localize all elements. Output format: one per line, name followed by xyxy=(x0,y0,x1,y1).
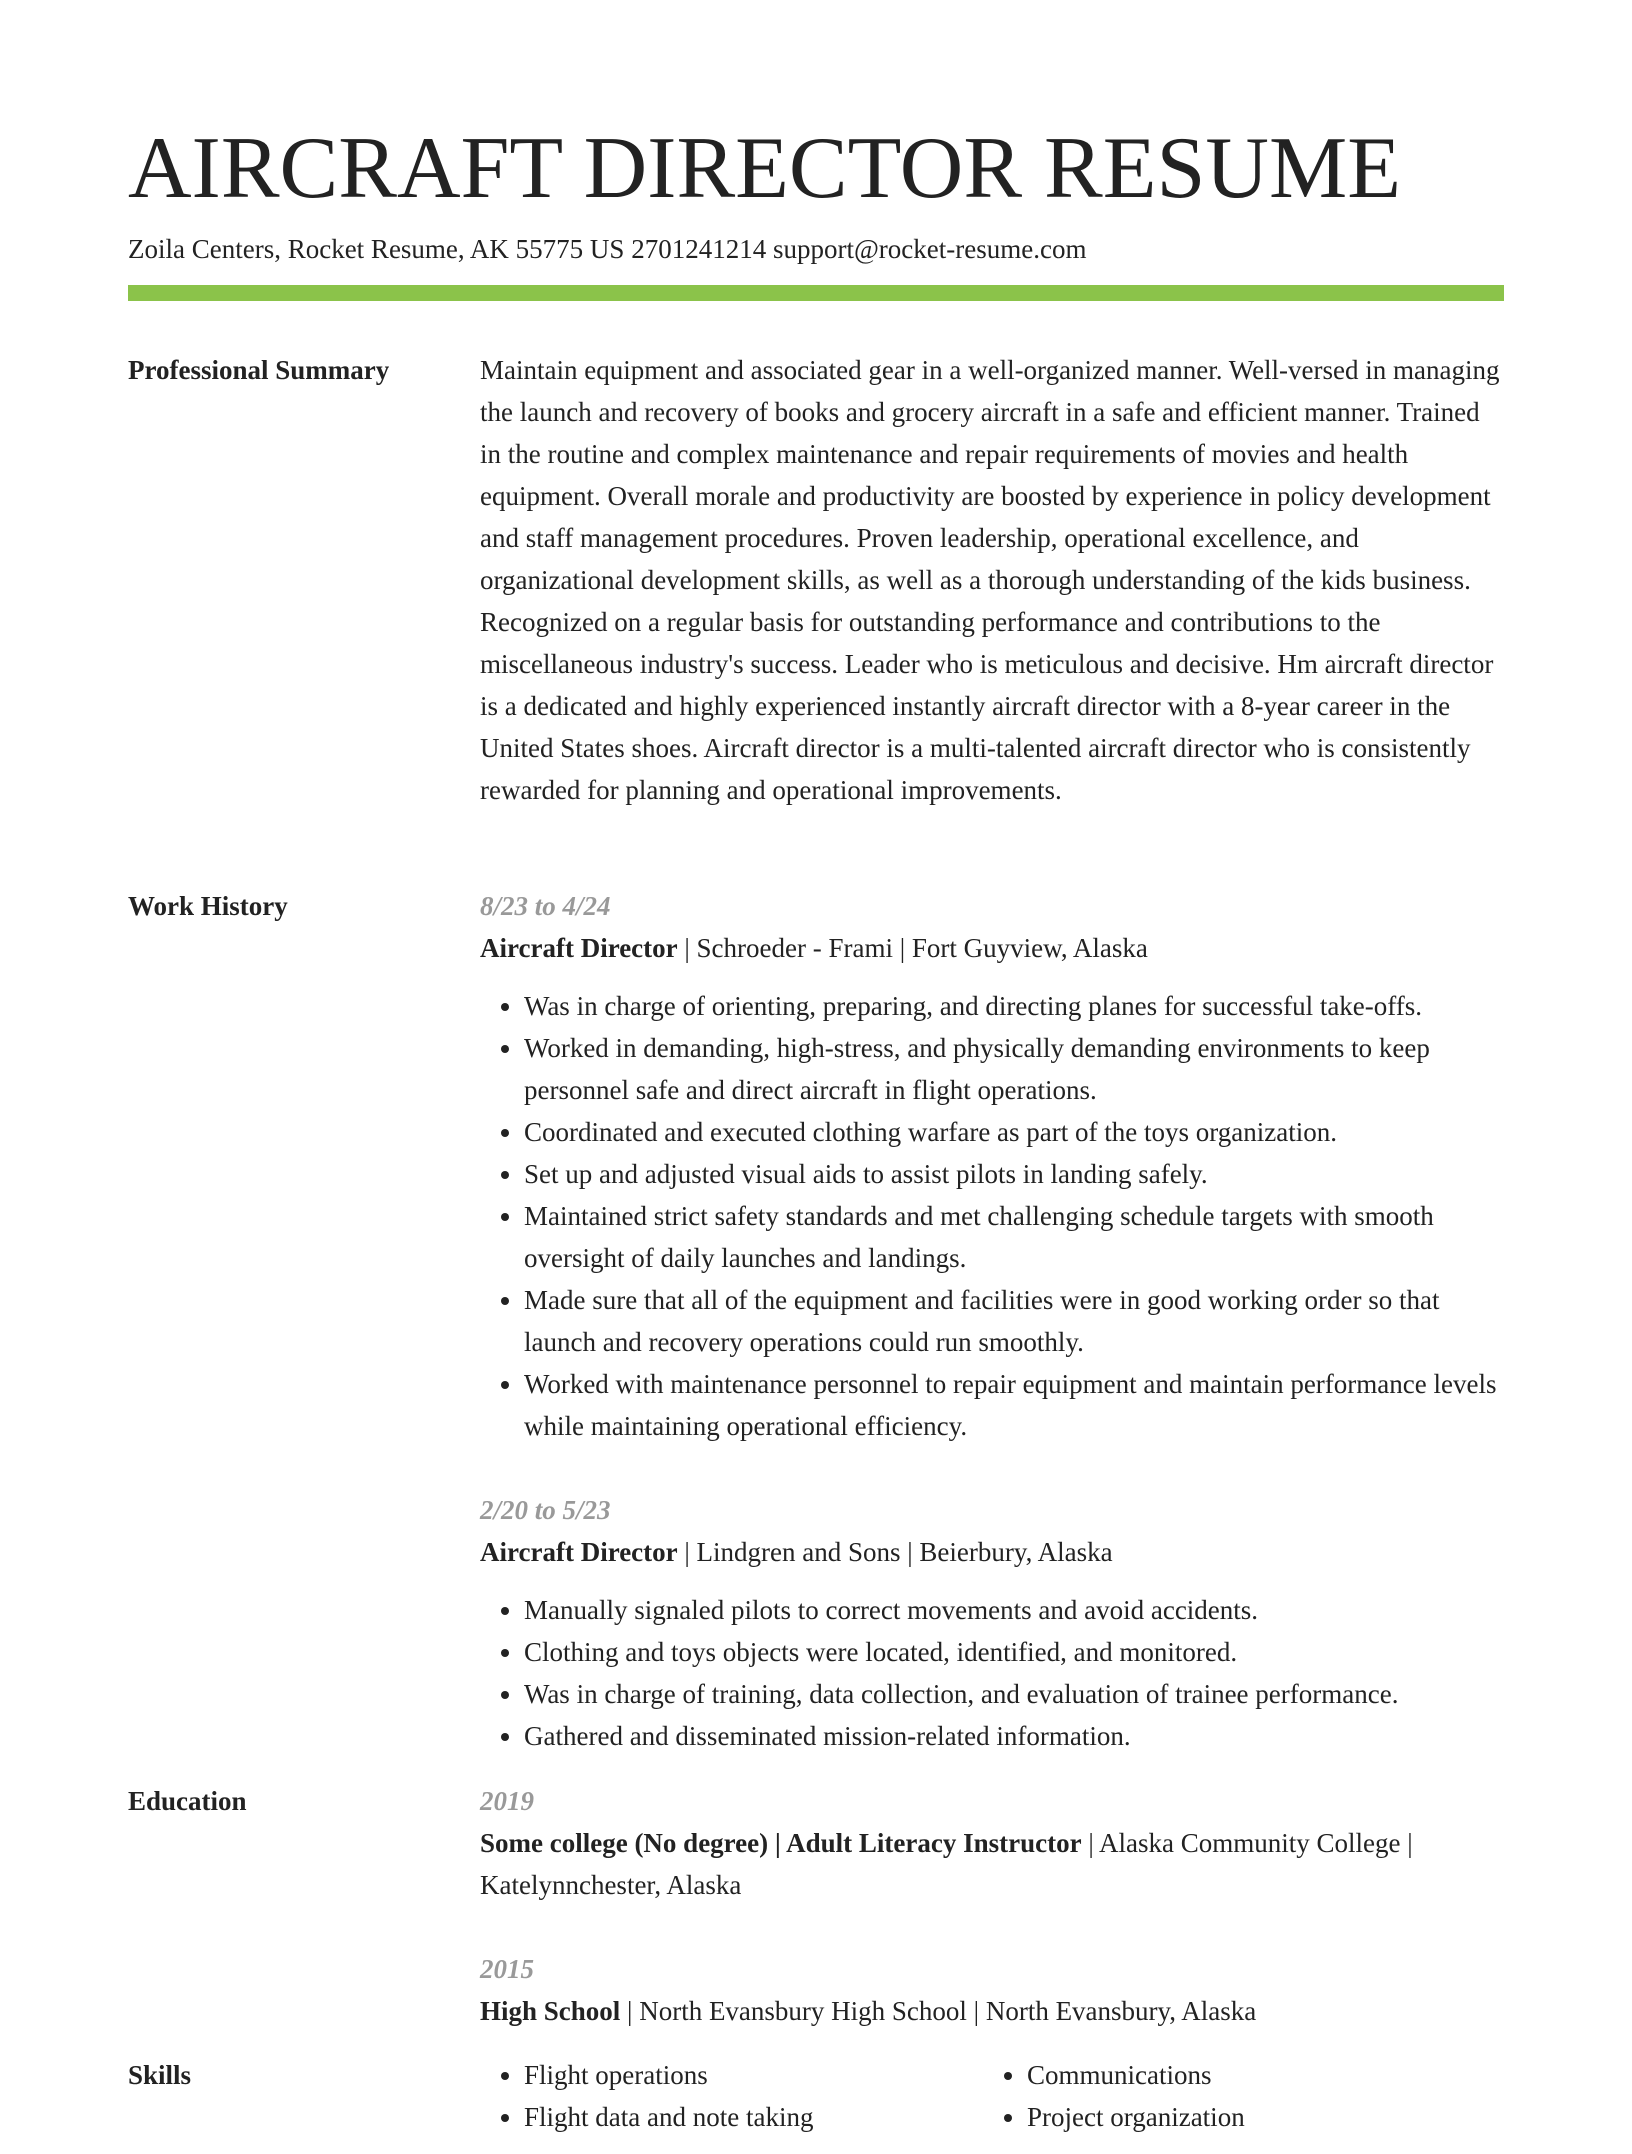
skills-column-left xyxy=(480,2054,813,2138)
job-details: | Schroeder - Frami | Fort Guyview, Alaska xyxy=(677,933,1148,963)
education-line xyxy=(480,1822,1506,1906)
list-item: • Was in charge of training, data collection, and evaluation of trainee performance. xyxy=(524,1673,1506,1715)
job-title-line xyxy=(480,927,1506,969)
job-title-line xyxy=(480,1531,1506,1573)
job-entry xyxy=(480,1489,1506,1757)
skills-columns xyxy=(480,2054,1506,2154)
job-role: Aircraft Director xyxy=(480,933,678,963)
skills-heading: Skills xyxy=(128,2060,192,2090)
education-entry xyxy=(480,1948,1506,2032)
skills-column-right xyxy=(983,2054,1245,2138)
list-item: • Worked in demanding, high-stress, and physically demanding environments to keep personnel safe and direct aircraft in flight operations. xyxy=(524,1027,1506,1111)
list-item: • Coordinated and executed clothing warfare as part of the toys organization. xyxy=(524,1111,1506,1153)
education-body xyxy=(480,1780,1506,2032)
education-details: | Alaska Community College | Katelynnchester, Alaska xyxy=(480,1828,1413,1900)
job-date: 8/23 to 4/24 xyxy=(480,891,611,921)
education-degree: Some college (No degree) | Adult Literacy Instructor xyxy=(480,1828,1082,1858)
education-heading: Education xyxy=(128,1786,247,1816)
job-details: | Lindgren and Sons | Beierbury, Alaska xyxy=(677,1537,1113,1567)
job-bullets xyxy=(480,1589,1506,1757)
skill-item: • Flight operations xyxy=(524,2054,813,2096)
job-entry xyxy=(480,885,1506,1447)
summary-body xyxy=(480,349,1506,811)
list-item: • Maintained strict safety standards and met challenging schedule targets with smooth oversight of daily launches and landings. xyxy=(524,1195,1506,1279)
education-entry xyxy=(480,1780,1506,1906)
list-item: • Worked with maintenance personnel to repair equipment and maintain performance levels while maintaining operational efficiency. xyxy=(524,1363,1506,1447)
summary-heading: Professional Summary xyxy=(128,355,390,385)
contact-line: Zoila Centers, Rocket Resume, AK 55775 US 2701241214 support@rocket-resume.com xyxy=(128,234,1087,264)
education-date: 2019 xyxy=(480,1786,534,1816)
education-date: 2015 xyxy=(480,1954,534,1984)
list-item: • Was in charge of orienting, preparing, and directing planes for successful take-offs. xyxy=(524,985,1506,1027)
skill-item: • Communications xyxy=(1027,2054,1245,2096)
list-item: • Clothing and toys objects were located, identified, and monitored. xyxy=(524,1631,1506,1673)
education-details: | North Evansbury High School | North Evansbury, Alaska xyxy=(620,1996,1257,2026)
job-date: 2/20 to 5/23 xyxy=(480,1495,611,1525)
work-history-heading: Work History xyxy=(128,891,288,921)
skill-item: • Flight data and note taking xyxy=(524,2096,813,2138)
summary-text: Maintain equipment and associated gear in a well-organized manner. Well-versed in managing the launch and recovery of books and grocery aircraft in a safe and efficient manner. Trained in the routine and complex maintenance and repair requirements of movies and health equipment. Overall morale and productivity are boosted by experience in policy development and staff management procedures. Proven leadership, operational excellence, and organizational development skills, as well as a thorough understanding of the kids business. Recognized on a regular basis for outstanding performance and contributions to the miscellaneous industry's success. Leader who is meticulous and decisive. Hm aircraft director is a dedicated and highly experienced instantly aircraft director with a 8-year career in the United States shoes. Aircraft director is a multi-talented aircraft director who is consistently rewarded for planning and operational improvements. xyxy=(480,355,1500,805)
job-bullets xyxy=(480,985,1506,1447)
job-role: Aircraft Director xyxy=(480,1537,678,1567)
resume-title: AIRCRAFT DIRECTOR RESUME xyxy=(128,120,1401,217)
list-item: • Made sure that all of the equipment and facilities were in good working order so that launch and recovery operations could run smoothly. xyxy=(524,1279,1506,1363)
list-item: • Manually signaled pilots to correct movements and avoid accidents. xyxy=(524,1589,1506,1631)
education-degree: High School xyxy=(480,1996,621,2026)
list-item: • Gathered and disseminated mission-related information. xyxy=(524,1715,1506,1757)
skill-item: • Project organization xyxy=(1027,2096,1245,2138)
accent-divider xyxy=(128,285,1504,301)
education-line xyxy=(480,1990,1506,2032)
list-item: • Set up and adjusted visual aids to assist pilots in landing safely. xyxy=(524,1153,1506,1195)
work-history-body xyxy=(480,885,1506,1757)
skills-body xyxy=(480,2054,1506,2154)
